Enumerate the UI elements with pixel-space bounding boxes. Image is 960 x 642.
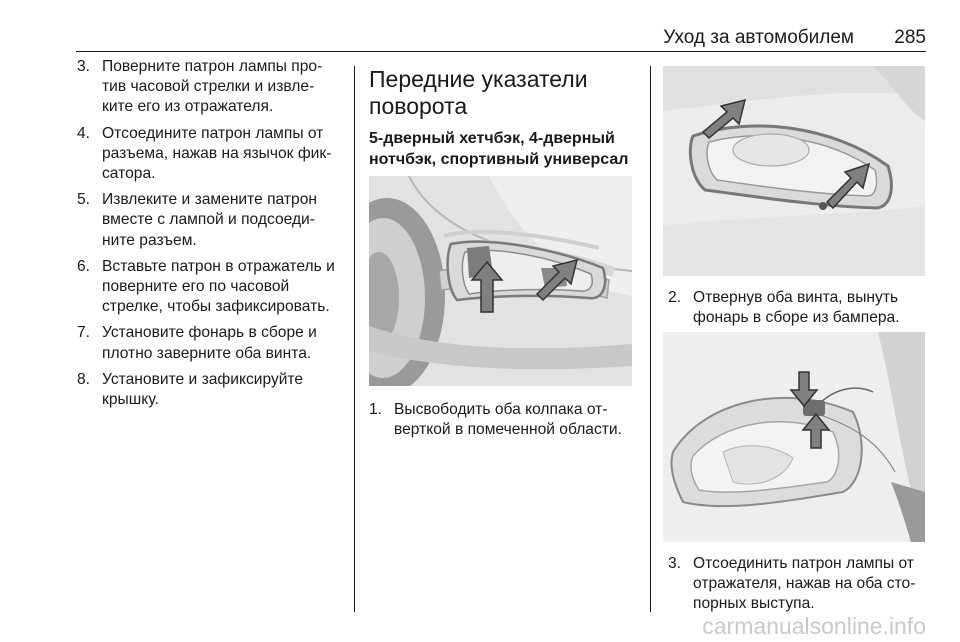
step-text: Вставьте патрон в отражатель и поверните его по часовой стрелке, чтобы зафиксировать.	[102, 257, 335, 316]
middle-column	[369, 66, 635, 182]
step-6-left	[77, 257, 343, 318]
step-1-middle	[369, 400, 635, 440]
column-divider-right	[650, 66, 651, 612]
step-text: Высвободить оба колпака от-верткой в помеченной области.	[394, 401, 622, 439]
step-text: Отсоедините патрон лампы от разъема, нажав на язычок фик-сатора.	[102, 124, 332, 183]
middle-steps-list	[369, 400, 635, 440]
step-text: Поверните патрон лампы про-тив часовой стрелки и извле-ките его из отражателя.	[102, 58, 323, 116]
figure-lamp-socket	[663, 332, 925, 542]
right-steps-list-bottom	[668, 554, 930, 615]
step-8-left	[77, 370, 343, 410]
right-steps-bottom	[668, 554, 930, 621]
step-text: Отвернув оба винта, вынуть фонарь в сборе из бампера.	[693, 289, 900, 327]
step-4-left	[77, 124, 343, 185]
right-steps-top	[668, 288, 930, 334]
step-number: 7.	[77, 324, 91, 342]
middle-steps	[369, 400, 635, 446]
page-number: 285	[894, 27, 926, 48]
step-number: 8.	[77, 370, 91, 388]
step-number: 2.	[668, 289, 682, 306]
step-text: Установите и зафиксируйте крышку.	[102, 370, 304, 409]
bumper-illustration	[369, 176, 632, 386]
page-header	[76, 28, 926, 48]
step-text: Установите фонарь в сборе и плотно заверните оба винта.	[102, 324, 317, 362]
step-number: 6.	[77, 257, 91, 275]
step-7-left	[77, 323, 343, 363]
right-steps-list-top	[668, 288, 930, 328]
sub-title: 5-дверный хетчбэк, 4-дверный нотчбэк, спортивный универсал	[369, 130, 629, 168]
section-header-title: Уход за автомобилем	[663, 27, 854, 48]
step-number: 5.	[77, 191, 91, 209]
step-text: Отсоединить патрон лампы от отражателя, нажав на оба сто-порных выступа.	[693, 555, 916, 613]
step-2-right	[668, 288, 930, 328]
step-5-left	[77, 190, 343, 251]
step-text: Извлеките и замените патрон вместе с лампой и подсоеди-ните разъем.	[102, 191, 317, 249]
step-3-left	[77, 57, 343, 118]
step-number: 1.	[369, 401, 383, 418]
left-steps-list	[77, 57, 343, 410]
header-rule	[76, 51, 926, 52]
step-number: 3.	[77, 58, 91, 75]
figure-light-screws	[663, 66, 925, 276]
step-3-right	[668, 554, 930, 615]
figure-bumper-cover	[369, 176, 632, 386]
watermark-text: carmanualsonline.info	[702, 613, 926, 639]
column-divider-left	[354, 66, 355, 612]
step-number: 3.	[668, 555, 682, 572]
light-screws-illustration	[663, 66, 925, 276]
lamp-socket-illustration	[663, 332, 925, 542]
step-number: 4.	[77, 124, 91, 142]
left-column	[77, 57, 343, 416]
section-title: Передние указатели поворота	[369, 66, 588, 119]
